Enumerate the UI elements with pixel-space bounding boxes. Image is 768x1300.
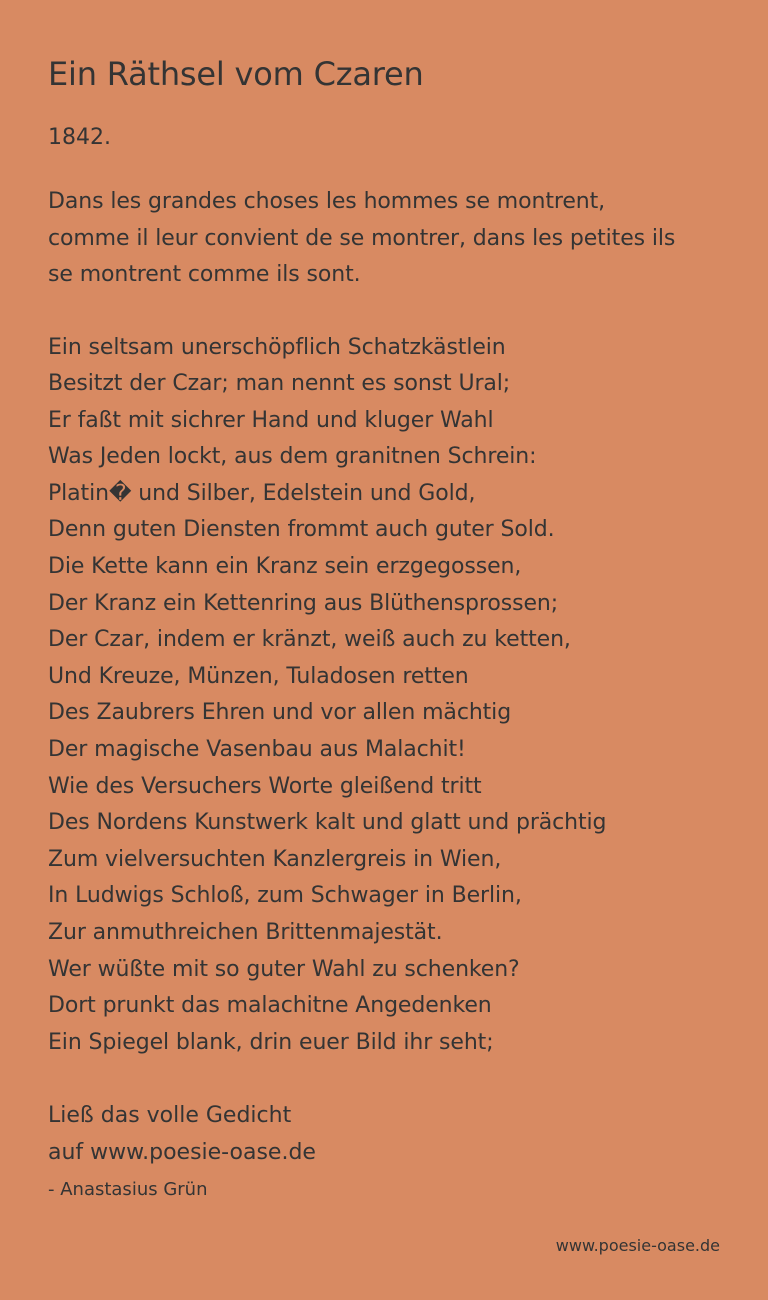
site-watermark: www.poesie-oase.de [555, 1236, 720, 1255]
verse-line: Was Jeden lockt, aus dem granitnen Schrein: [48, 444, 537, 470]
verse-line: Platin� und Silber, Edelstein und Gold, [48, 480, 476, 506]
verse-line: Der Czar, indem er kränzt, weiß auch zu ketten, [48, 627, 571, 653]
poem-card [48, 52, 738, 1205]
verse-line: Wie des Versuchers Worte gleißend tritt [48, 773, 482, 799]
verse-line: Ein seltsam unerschöpflich Schatzkästlein [48, 334, 506, 360]
verse-line: Besitzt der Czar; man nennt es sonst Ural; [48, 371, 511, 397]
verse-line: Dort prunkt das malachitne Angedenken [48, 993, 492, 1019]
verse-line: Der magische Vasenbau aus Malachit! [48, 737, 466, 763]
verse-line: In Ludwigs Schloß, zum Schwager in Berlin, [48, 883, 522, 909]
verse-line: Zum vielversuchten Kanzlergreis in Wien, [48, 846, 502, 872]
poem-title: Ein Räthsel vom Czaren [48, 55, 424, 93]
verse-line: Denn guten Diensten frommt auch guter Sold. [48, 517, 555, 543]
verse-line: Die Kette kann ein Kranz sein erzgegossen, [48, 554, 522, 580]
epigraph-line: se montrent comme ils sont. [48, 262, 361, 287]
verse-line: Er faßt mit sichrer Hand und kluger Wahl [48, 407, 494, 433]
poem-verse [48, 330, 738, 1062]
epigraph-line: comme il leur convient de se montrer, dans les petites ils [48, 225, 676, 251]
read-more-link[interactable]: auf www.poesie-oase.de [48, 1140, 316, 1166]
verse-line: Wer wüßte mit so guter Wahl zu schenken? [48, 956, 520, 982]
epigraph [48, 184, 738, 294]
verse-line: Der Kranz ein Kettenring aus Blüthensprossen; [48, 590, 559, 616]
verse-line: Des Nordens Kunstwerk kalt und glatt und prächtig [48, 810, 607, 836]
verse-line: Zur anmuthreichen Brittenmajestät. [48, 920, 443, 945]
epigraph-line: Dans les grandes choses les hommes se montrent, [48, 189, 606, 214]
poem-author: - Anastasius Grün [48, 1179, 208, 1201]
read-more-line: Ließ das volle Gedicht [48, 1103, 292, 1129]
verse-line: Ein Spiegel blank, drin euer Bild ihr seht; [48, 1029, 494, 1055]
verse-line: Und Kreuze, Münzen, Tuladosen retten [48, 663, 469, 689]
read-more-note [48, 1097, 738, 1171]
verse-line: Des Zaubrers Ehren und vor allen mächtig [48, 700, 512, 726]
poem-year: 1842. [48, 125, 111, 150]
